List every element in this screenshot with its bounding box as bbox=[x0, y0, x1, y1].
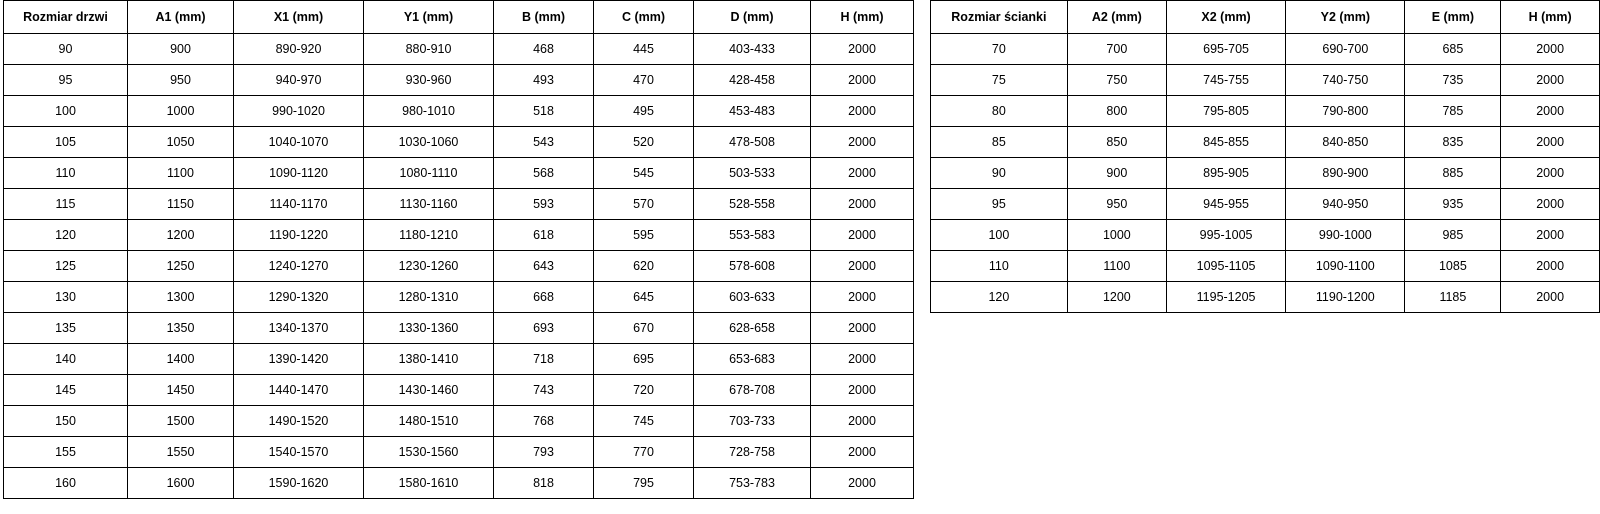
walls-dimensions-table bbox=[930, 0, 1600, 313]
table-cell: 2000 bbox=[1501, 220, 1600, 251]
table-row bbox=[4, 189, 914, 220]
table-cell: 568 bbox=[494, 158, 594, 189]
table-cell: 1000 bbox=[128, 96, 234, 127]
table-cell: 2000 bbox=[811, 220, 914, 251]
table-cell: 800 bbox=[1067, 96, 1166, 127]
table-cell: 795 bbox=[594, 468, 694, 499]
table-cell: 553-583 bbox=[694, 220, 811, 251]
walls-table-header bbox=[931, 1, 1600, 34]
table-cell: 950 bbox=[128, 65, 234, 96]
table-cell: 1085 bbox=[1405, 251, 1501, 282]
table-cell: 880-910 bbox=[364, 34, 494, 65]
table-cell: 105 bbox=[4, 127, 128, 158]
table-cell: 900 bbox=[1067, 158, 1166, 189]
doors-dimensions-table bbox=[3, 0, 914, 499]
table-row bbox=[4, 344, 914, 375]
table-cell: 2000 bbox=[811, 251, 914, 282]
table-cell: 885 bbox=[1405, 158, 1501, 189]
table-cell: 1450 bbox=[128, 375, 234, 406]
table-cell: 1140-1170 bbox=[234, 189, 364, 220]
table-cell: 753-783 bbox=[694, 468, 811, 499]
doors-column-header: C (mm) bbox=[594, 1, 694, 34]
table-cell: 155 bbox=[4, 437, 128, 468]
table-cell: 2000 bbox=[1501, 34, 1600, 65]
table-cell: 628-658 bbox=[694, 313, 811, 344]
table-cell: 745 bbox=[594, 406, 694, 437]
table-cell: 453-483 bbox=[694, 96, 811, 127]
table-cell: 2000 bbox=[811, 96, 914, 127]
table-row bbox=[4, 468, 914, 499]
table-cell: 930-960 bbox=[364, 65, 494, 96]
table-cell: 745-755 bbox=[1166, 65, 1285, 96]
walls-column-header: Y2 (mm) bbox=[1286, 1, 1405, 34]
table-cell: 1000 bbox=[1067, 220, 1166, 251]
table-cell: 1230-1260 bbox=[364, 251, 494, 282]
table-cell: 135 bbox=[4, 313, 128, 344]
table-cell: 890-920 bbox=[234, 34, 364, 65]
table-cell: 770 bbox=[594, 437, 694, 468]
table-cell: 945-955 bbox=[1166, 189, 1285, 220]
table-row bbox=[4, 313, 914, 344]
table-cell: 1095-1105 bbox=[1166, 251, 1285, 282]
table-cell: 1150 bbox=[128, 189, 234, 220]
doors-column-header: X1 (mm) bbox=[234, 1, 364, 34]
table-row bbox=[4, 127, 914, 158]
table-cell: 728-758 bbox=[694, 437, 811, 468]
table-cell: 940-950 bbox=[1286, 189, 1405, 220]
doors-column-header: Y1 (mm) bbox=[364, 1, 494, 34]
table-cell: 1530-1560 bbox=[364, 437, 494, 468]
table-cell: 478-508 bbox=[694, 127, 811, 158]
table-cell: 520 bbox=[594, 127, 694, 158]
table-cell: 1190-1220 bbox=[234, 220, 364, 251]
table-cell: 2000 bbox=[811, 406, 914, 437]
table-cell: 645 bbox=[594, 282, 694, 313]
table-cell: 693 bbox=[494, 313, 594, 344]
table-cell: 670 bbox=[594, 313, 694, 344]
table-cell: 2000 bbox=[1501, 127, 1600, 158]
table-cell: 1350 bbox=[128, 313, 234, 344]
table-cell: 95 bbox=[931, 189, 1068, 220]
table-cell: 595 bbox=[594, 220, 694, 251]
table-row bbox=[4, 96, 914, 127]
table-cell: 700 bbox=[1067, 34, 1166, 65]
table-cell: 90 bbox=[4, 34, 128, 65]
table-cell: 1430-1460 bbox=[364, 375, 494, 406]
table-cell: 160 bbox=[4, 468, 128, 499]
table-cell: 70 bbox=[931, 34, 1068, 65]
table-cell: 1250 bbox=[128, 251, 234, 282]
table-cell: 1480-1510 bbox=[364, 406, 494, 437]
table-cell: 543 bbox=[494, 127, 594, 158]
table-cell: 703-733 bbox=[694, 406, 811, 437]
table-cell: 1190-1200 bbox=[1286, 282, 1405, 313]
table-cell: 685 bbox=[1405, 34, 1501, 65]
table-cell: 1290-1320 bbox=[234, 282, 364, 313]
table-cell: 150 bbox=[4, 406, 128, 437]
table-cell: 2000 bbox=[811, 313, 914, 344]
table-cell: 1195-1205 bbox=[1166, 282, 1285, 313]
table-row bbox=[931, 282, 1600, 313]
table-cell: 950 bbox=[1067, 189, 1166, 220]
table-cell: 110 bbox=[931, 251, 1068, 282]
table-cell: 403-433 bbox=[694, 34, 811, 65]
table-cell: 2000 bbox=[811, 34, 914, 65]
table-cell: 720 bbox=[594, 375, 694, 406]
table-cell: 468 bbox=[494, 34, 594, 65]
table-cell: 1200 bbox=[128, 220, 234, 251]
table-cell: 120 bbox=[4, 220, 128, 251]
table-cell: 518 bbox=[494, 96, 594, 127]
table-cell: 1490-1520 bbox=[234, 406, 364, 437]
table-cell: 528-558 bbox=[694, 189, 811, 220]
doors-table-header bbox=[4, 1, 914, 34]
table-cell: 795-805 bbox=[1166, 96, 1285, 127]
table-cell: 678-708 bbox=[694, 375, 811, 406]
table-cell: 603-633 bbox=[694, 282, 811, 313]
doors-column-header: Rozmiar drzwi bbox=[4, 1, 128, 34]
table-cell: 2000 bbox=[811, 65, 914, 96]
table-cell: 1440-1470 bbox=[234, 375, 364, 406]
table-cell: 1050 bbox=[128, 127, 234, 158]
table-cell: 995-1005 bbox=[1166, 220, 1285, 251]
table-cell: 1030-1060 bbox=[364, 127, 494, 158]
table-cell: 785 bbox=[1405, 96, 1501, 127]
table-row bbox=[4, 282, 914, 313]
table-cell: 990-1000 bbox=[1286, 220, 1405, 251]
table-row bbox=[931, 251, 1600, 282]
table-cell: 570 bbox=[594, 189, 694, 220]
table-row bbox=[4, 375, 914, 406]
table-cell: 140 bbox=[4, 344, 128, 375]
doors-column-header: B (mm) bbox=[494, 1, 594, 34]
doors-table-body bbox=[4, 34, 914, 499]
table-cell: 1100 bbox=[128, 158, 234, 189]
table-cell: 1600 bbox=[128, 468, 234, 499]
table-row bbox=[4, 158, 914, 189]
doors-column-header: H (mm) bbox=[811, 1, 914, 34]
table-cell: 743 bbox=[494, 375, 594, 406]
table-cell: 80 bbox=[931, 96, 1068, 127]
table-cell: 2000 bbox=[1501, 189, 1600, 220]
table-cell: 428-458 bbox=[694, 65, 811, 96]
table-cell: 690-700 bbox=[1286, 34, 1405, 65]
table-cell: 900 bbox=[128, 34, 234, 65]
table-cell: 495 bbox=[594, 96, 694, 127]
table-cell: 1080-1110 bbox=[364, 158, 494, 189]
table-cell: 1200 bbox=[1067, 282, 1166, 313]
table-cell: 110 bbox=[4, 158, 128, 189]
table-cell: 100 bbox=[4, 96, 128, 127]
table-cell: 1380-1410 bbox=[364, 344, 494, 375]
table-cell: 2000 bbox=[1501, 282, 1600, 313]
table-row bbox=[4, 406, 914, 437]
table-cell: 695 bbox=[594, 344, 694, 375]
walls-column-header: H (mm) bbox=[1501, 1, 1600, 34]
table-cell: 85 bbox=[931, 127, 1068, 158]
table-cell: 2000 bbox=[811, 189, 914, 220]
table-row bbox=[931, 34, 1600, 65]
table-row bbox=[931, 96, 1600, 127]
table-row bbox=[4, 65, 914, 96]
table-cell: 1400 bbox=[128, 344, 234, 375]
table-cell: 980-1010 bbox=[364, 96, 494, 127]
table-cell: 1280-1310 bbox=[364, 282, 494, 313]
walls-column-header: X2 (mm) bbox=[1166, 1, 1285, 34]
table-cell: 1185 bbox=[1405, 282, 1501, 313]
table-cell: 735 bbox=[1405, 65, 1501, 96]
table-cell: 2000 bbox=[1501, 158, 1600, 189]
table-cell: 1340-1370 bbox=[234, 313, 364, 344]
table-cell: 2000 bbox=[811, 158, 914, 189]
table-cell: 1580-1610 bbox=[364, 468, 494, 499]
table-cell: 1550 bbox=[128, 437, 234, 468]
table-cell: 90 bbox=[931, 158, 1068, 189]
table-cell: 1090-1120 bbox=[234, 158, 364, 189]
table-cell: 1040-1070 bbox=[234, 127, 364, 158]
table-cell: 2000 bbox=[1501, 251, 1600, 282]
table-cell: 740-750 bbox=[1286, 65, 1405, 96]
doors-column-header: A1 (mm) bbox=[128, 1, 234, 34]
table-cell: 990-1020 bbox=[234, 96, 364, 127]
walls-column-header: A2 (mm) bbox=[1067, 1, 1166, 34]
table-cell: 643 bbox=[494, 251, 594, 282]
walls-table-body bbox=[931, 34, 1600, 313]
table-cell: 503-533 bbox=[694, 158, 811, 189]
table-cell: 1500 bbox=[128, 406, 234, 437]
table-cell: 895-905 bbox=[1166, 158, 1285, 189]
walls-column-header: Rozmiar ścianki bbox=[931, 1, 1068, 34]
table-cell: 790-800 bbox=[1286, 96, 1405, 127]
table-cell: 695-705 bbox=[1166, 34, 1285, 65]
table-cell: 940-970 bbox=[234, 65, 364, 96]
table-cell: 985 bbox=[1405, 220, 1501, 251]
table-cell: 493 bbox=[494, 65, 594, 96]
table-cell: 668 bbox=[494, 282, 594, 313]
table-header-row bbox=[4, 1, 914, 34]
walls-column-header: E (mm) bbox=[1405, 1, 1501, 34]
table-row bbox=[931, 65, 1600, 96]
table-cell: 75 bbox=[931, 65, 1068, 96]
table-cell: 793 bbox=[494, 437, 594, 468]
table-cell: 2000 bbox=[1501, 65, 1600, 96]
table-cell: 130 bbox=[4, 282, 128, 313]
table-cell: 2000 bbox=[811, 127, 914, 158]
table-cell: 470 bbox=[594, 65, 694, 96]
table-cell: 1180-1210 bbox=[364, 220, 494, 251]
doors-table-container bbox=[3, 0, 914, 499]
table-cell: 750 bbox=[1067, 65, 1166, 96]
table-cell: 445 bbox=[594, 34, 694, 65]
table-cell: 1590-1620 bbox=[234, 468, 364, 499]
table-cell: 145 bbox=[4, 375, 128, 406]
table-cell: 850 bbox=[1067, 127, 1166, 158]
table-cell: 2000 bbox=[811, 468, 914, 499]
table-cell: 818 bbox=[494, 468, 594, 499]
table-cell: 1300 bbox=[128, 282, 234, 313]
table-cell: 2000 bbox=[811, 437, 914, 468]
table-cell: 115 bbox=[4, 189, 128, 220]
table-cell: 768 bbox=[494, 406, 594, 437]
table-cell: 890-900 bbox=[1286, 158, 1405, 189]
table-cell: 120 bbox=[931, 282, 1068, 313]
table-cell: 95 bbox=[4, 65, 128, 96]
table-cell: 578-608 bbox=[694, 251, 811, 282]
table-cell: 1090-1100 bbox=[1286, 251, 1405, 282]
table-cell: 1100 bbox=[1067, 251, 1166, 282]
table-row bbox=[931, 220, 1600, 251]
table-cell: 935 bbox=[1405, 189, 1501, 220]
table-row bbox=[4, 220, 914, 251]
table-cell: 1390-1420 bbox=[234, 344, 364, 375]
table-cell: 545 bbox=[594, 158, 694, 189]
table-cell: 2000 bbox=[811, 344, 914, 375]
table-cell: 2000 bbox=[811, 282, 914, 313]
table-row bbox=[931, 127, 1600, 158]
table-cell: 1130-1160 bbox=[364, 189, 494, 220]
table-cell: 718 bbox=[494, 344, 594, 375]
table-cell: 1330-1360 bbox=[364, 313, 494, 344]
doors-column-header: D (mm) bbox=[694, 1, 811, 34]
table-cell: 840-850 bbox=[1286, 127, 1405, 158]
table-cell: 620 bbox=[594, 251, 694, 282]
table-cell: 593 bbox=[494, 189, 594, 220]
table-cell: 1240-1270 bbox=[234, 251, 364, 282]
table-cell: 618 bbox=[494, 220, 594, 251]
table-cell: 1540-1570 bbox=[234, 437, 364, 468]
table-cell: 100 bbox=[931, 220, 1068, 251]
walls-table-container bbox=[930, 0, 1600, 313]
table-cell: 653-683 bbox=[694, 344, 811, 375]
table-cell: 2000 bbox=[1501, 96, 1600, 127]
table-header-row bbox=[931, 1, 1600, 34]
table-cell: 845-855 bbox=[1166, 127, 1285, 158]
table-row bbox=[4, 437, 914, 468]
table-cell: 835 bbox=[1405, 127, 1501, 158]
table-row bbox=[4, 34, 914, 65]
table-cell: 125 bbox=[4, 251, 128, 282]
table-cell: 2000 bbox=[811, 375, 914, 406]
table-row bbox=[931, 189, 1600, 220]
table-row bbox=[4, 251, 914, 282]
table-row bbox=[931, 158, 1600, 189]
